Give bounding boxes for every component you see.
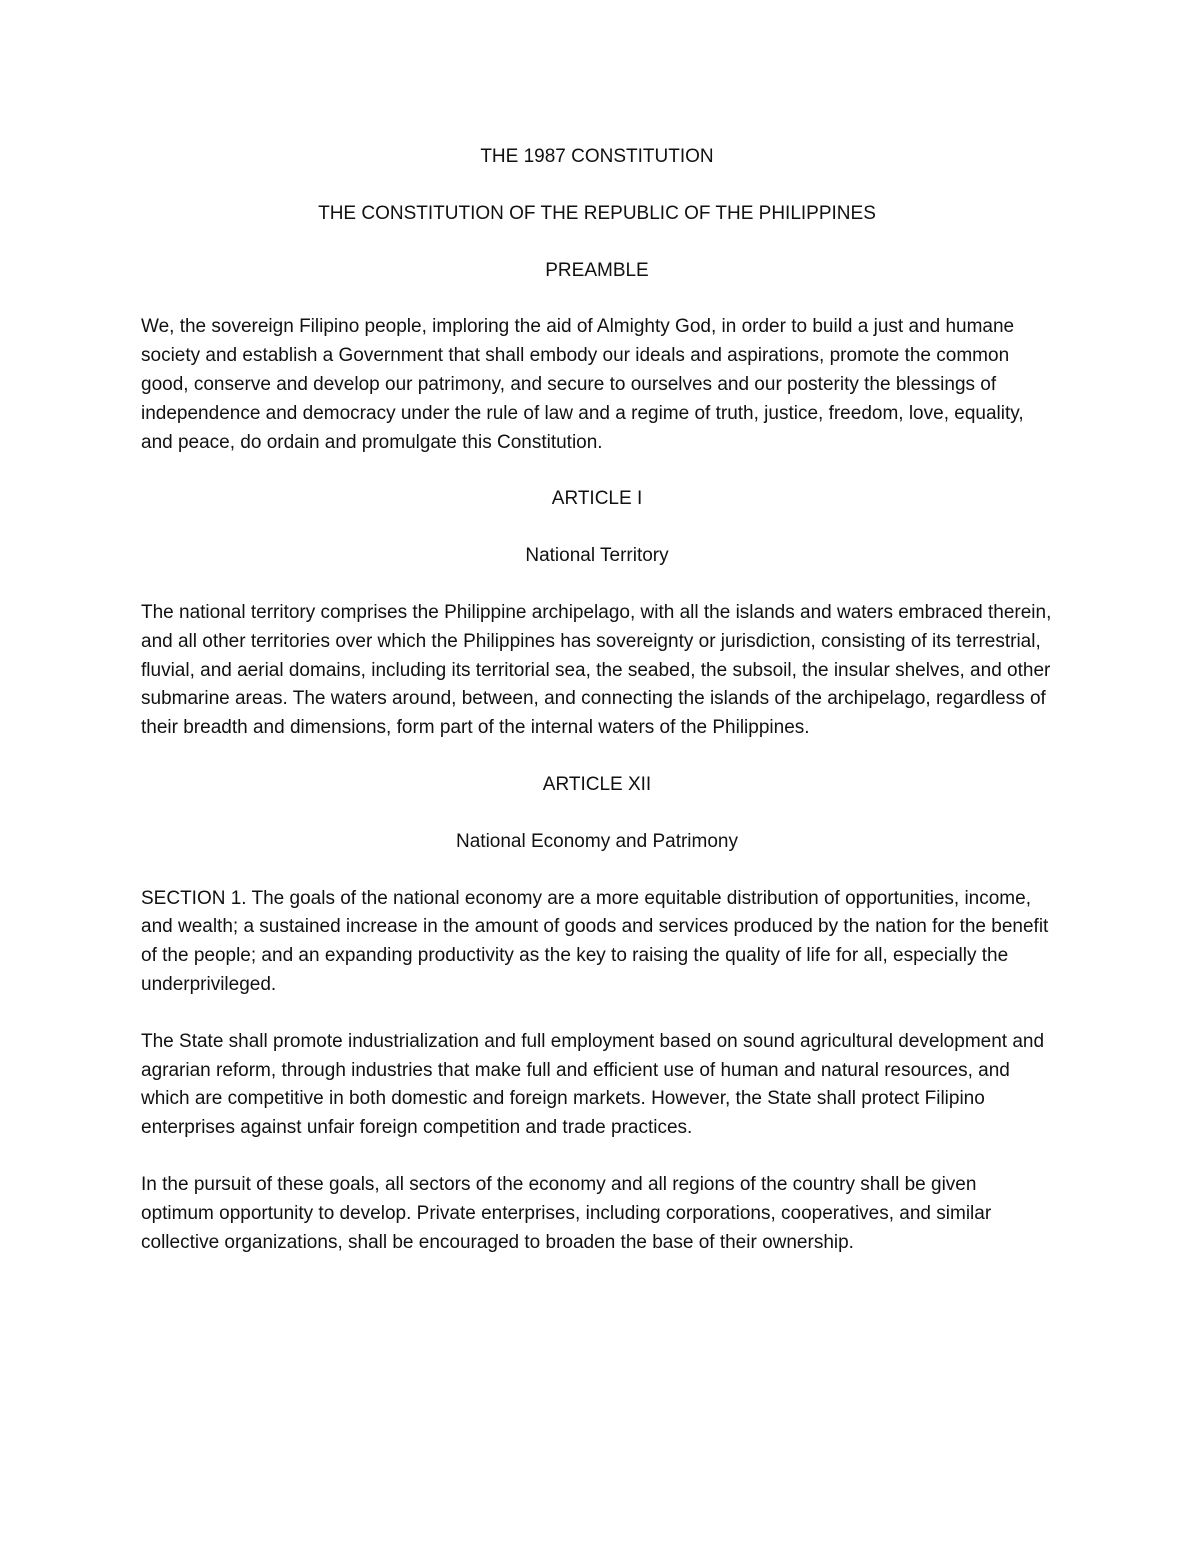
article-12-paragraph-3: In the pursuit of these goals, all sectors of the economy and all regions of the country shall be given optimum opportunity to develop. Private enterprises, including corporations, cooperatives, and similar collective organizations, shall be encouraged to broaden the base of their ownership. [141, 1173, 992, 1253]
article-1-heading: ARTICLE I [551, 488, 643, 510]
preamble-text: We, the sovereign Filipino people, imploring the aid of Almighty God, in order to build a just and humane society and establish a Government that shall embody our ideals and aspirations, promote the common good, conserve and develop our patrimony, and secure to ourselves and our posterity the blessings of independence and democracy under the rule of law and a regime of truth, justice, freedom, love, equality, and peace, do ordain and promulgate this Constitution. [141, 316, 1024, 453]
document-subtitle: THE CONSTITUTION OF THE REPUBLIC OF THE PHILIPPINES [318, 202, 876, 224]
article-12-heading: ARTICLE XII [542, 773, 652, 795]
article-1-text: The national territory comprises the Philippine archipelago, with all the islands and waters embraced therein, and all other territories over which the Philippines has sovereignty or jurisdiction, consisting of its terrestrial, fluvial, and aerial domains, including its territorial sea, the seabed, the subsoil, the insular shelves, and other submarine areas. The waters around, between, and connecting the islands of the archipelago, regardless of their breadth and dimensions, form part of the internal waters of the Philippines. [141, 601, 1052, 739]
article-12-subheading: National Economy and Patrimony [456, 830, 738, 852]
document-title: THE 1987 CONSTITUTION [480, 146, 714, 167]
preamble-heading: PREAMBLE [545, 259, 649, 281]
article-12-section-1: SECTION 1. The goals of the national economy are a more equitable distribution of opportunities, income, and wealth; a sustained increase in the amount of goods and services produced by the nation for the benefit of the people; and an expanding productivity as the key to raising the quality of life for all, especially the underprivileged. [141, 887, 1049, 995]
article-1-subheading: National Territory [525, 545, 669, 567]
article-12-paragraph-2: The State shall promote industrialization and full employment based on sound agricultural development and agrarian reform, through industries that make full and efficient use of human and natural resources, and which are competitive in both domestic and foreign markets. However, the State shall protect Filipino enterprises against unfair foreign competition and trade practices. [141, 1030, 1045, 1139]
document-body [141, 143, 1053, 1285]
